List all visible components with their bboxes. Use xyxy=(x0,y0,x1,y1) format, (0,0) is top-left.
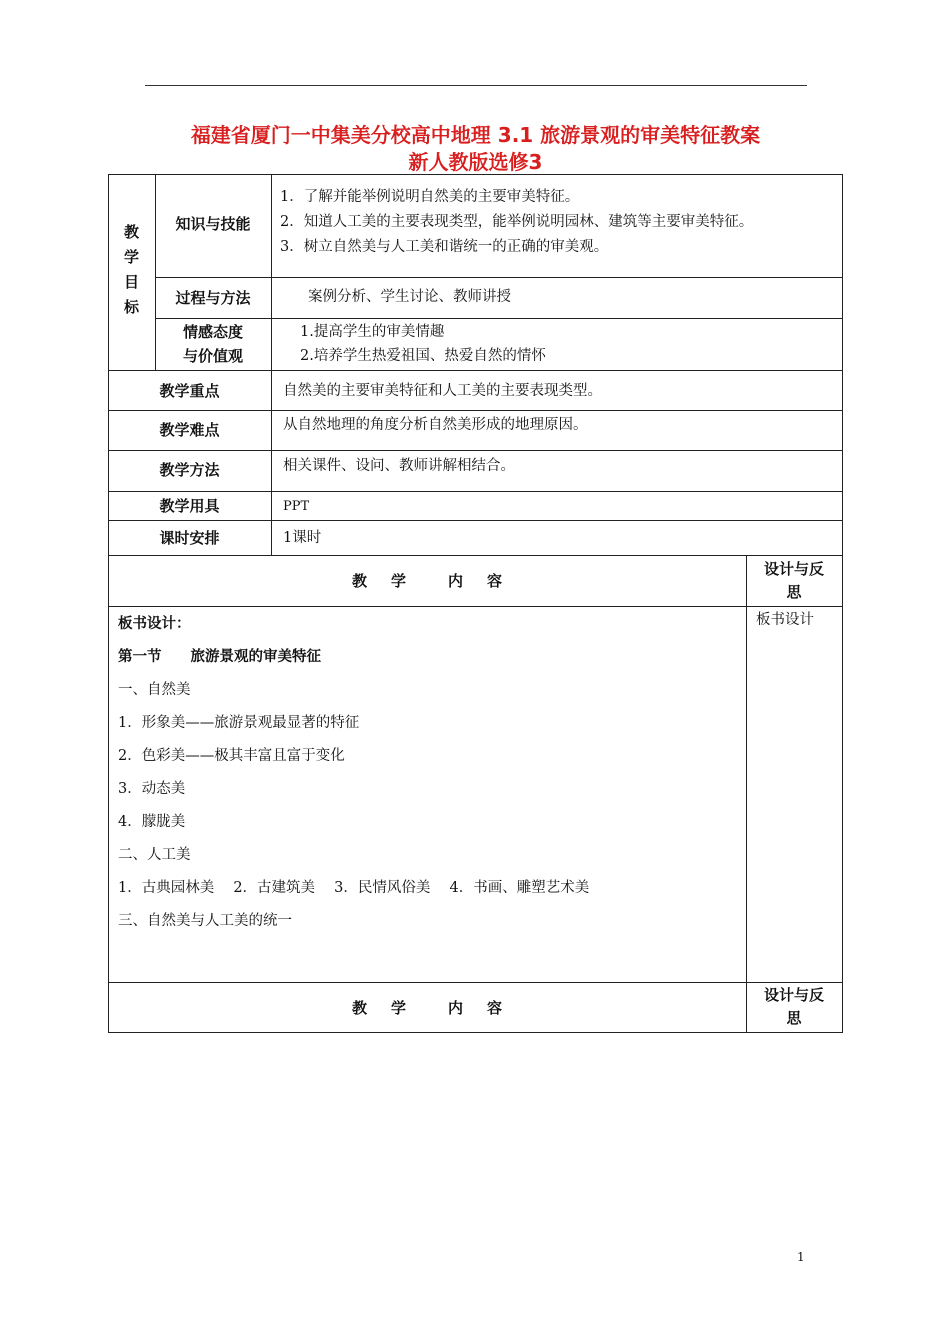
knowledge-list xyxy=(280,185,840,260)
row-divider xyxy=(108,491,843,492)
board-side-note: 板书设计 xyxy=(756,612,814,628)
schedule-label: 课时安排 xyxy=(159,529,220,547)
header-rule xyxy=(145,85,807,86)
row-divider xyxy=(108,982,843,983)
list-item: 3．动态美 xyxy=(118,781,186,797)
row-divider xyxy=(108,520,843,521)
row-divider xyxy=(155,277,843,278)
process-label: 过程与方法 xyxy=(175,289,251,307)
emotion-list xyxy=(300,320,820,368)
column-divider xyxy=(746,555,747,1032)
knowledge-label: 知识与技能 xyxy=(175,215,251,233)
content-header-repeat: 教 学 内 容 xyxy=(351,999,503,1017)
tools-text: PPT xyxy=(283,499,310,514)
tools-label: 教学用具 xyxy=(159,497,220,515)
row-divider xyxy=(108,410,843,411)
list-item: 一、自然美 xyxy=(118,682,191,698)
table-border-bottom xyxy=(108,1032,843,1033)
list-item: 3．树立自然美与人工美和谐统一的正确的审美观。 xyxy=(280,239,609,255)
difficulty-text: 从自然地理的角度分析自然美形成的地理原因。 xyxy=(283,417,588,433)
title-line-2: 新人教版选修3 xyxy=(408,150,543,174)
board-design xyxy=(118,608,738,938)
list-item: 1．古典园林美 2．古建筑美 3．民情风俗美 4．书画、雕塑艺术美 xyxy=(118,880,590,896)
table-border-right xyxy=(842,174,843,1033)
process-text: 案例分析、学生讨论、教师讲授 xyxy=(308,289,511,305)
reflection-header: 设计与反 思 xyxy=(763,560,824,601)
list-item: 2．知道人工美的主要表现类型，能举例说明园林、建筑等主要审美特征。 xyxy=(280,214,754,230)
schedule-text: 1课时 xyxy=(283,530,322,546)
page-number: 1 xyxy=(797,1250,805,1264)
row-divider xyxy=(108,450,843,451)
list-item: 三、自然美与人工美的统一 xyxy=(118,913,292,929)
reflection-header-repeat: 设计与反 思 xyxy=(763,986,824,1027)
method-label: 教学方法 xyxy=(159,461,220,479)
row-divider xyxy=(108,370,843,371)
row-divider xyxy=(108,555,843,556)
list-item: 1.提高学生的审美情趣 xyxy=(300,324,445,340)
list-item: 1．形象美——旅游景观最显著的特征 xyxy=(118,715,360,731)
column-divider xyxy=(271,174,272,555)
board-heading: 板书设计： xyxy=(118,616,191,632)
method-text: 相关课件、设问、教师讲解相结合。 xyxy=(283,458,515,474)
list-item: 4．朦胧美 xyxy=(118,814,186,830)
list-item: 二、人工美 xyxy=(118,847,191,863)
row-divider xyxy=(155,318,843,319)
row-divider xyxy=(108,606,843,607)
content-header: 教 学 内 容 xyxy=(351,572,503,590)
key-point-text: 自然美的主要审美特征和人工美的主要表现类型。 xyxy=(283,383,602,399)
document-title xyxy=(108,122,843,176)
title-line-1: 福建省厦门一中集美分校高中地理 3.1 旅游景观的审美特征教案 xyxy=(190,123,761,147)
emotion-label: 情感态度 与价值观 xyxy=(182,323,243,365)
list-item: 1．了解并能举例说明自然美的主要审美特征。 xyxy=(280,189,580,205)
list-item: 2．色彩美——极其丰富且富于变化 xyxy=(118,748,345,764)
difficulty-label: 教学难点 xyxy=(159,421,220,439)
list-item: 2.培养学生热爱祖国、热爱自然的情怀 xyxy=(300,348,546,364)
key-point-label: 教学重点 xyxy=(159,382,220,400)
table-border-top xyxy=(108,174,843,175)
objectives-label: 教 学 目 标 xyxy=(123,223,139,316)
board-section-title: 第一节 旅游景观的审美特征 xyxy=(118,649,321,665)
